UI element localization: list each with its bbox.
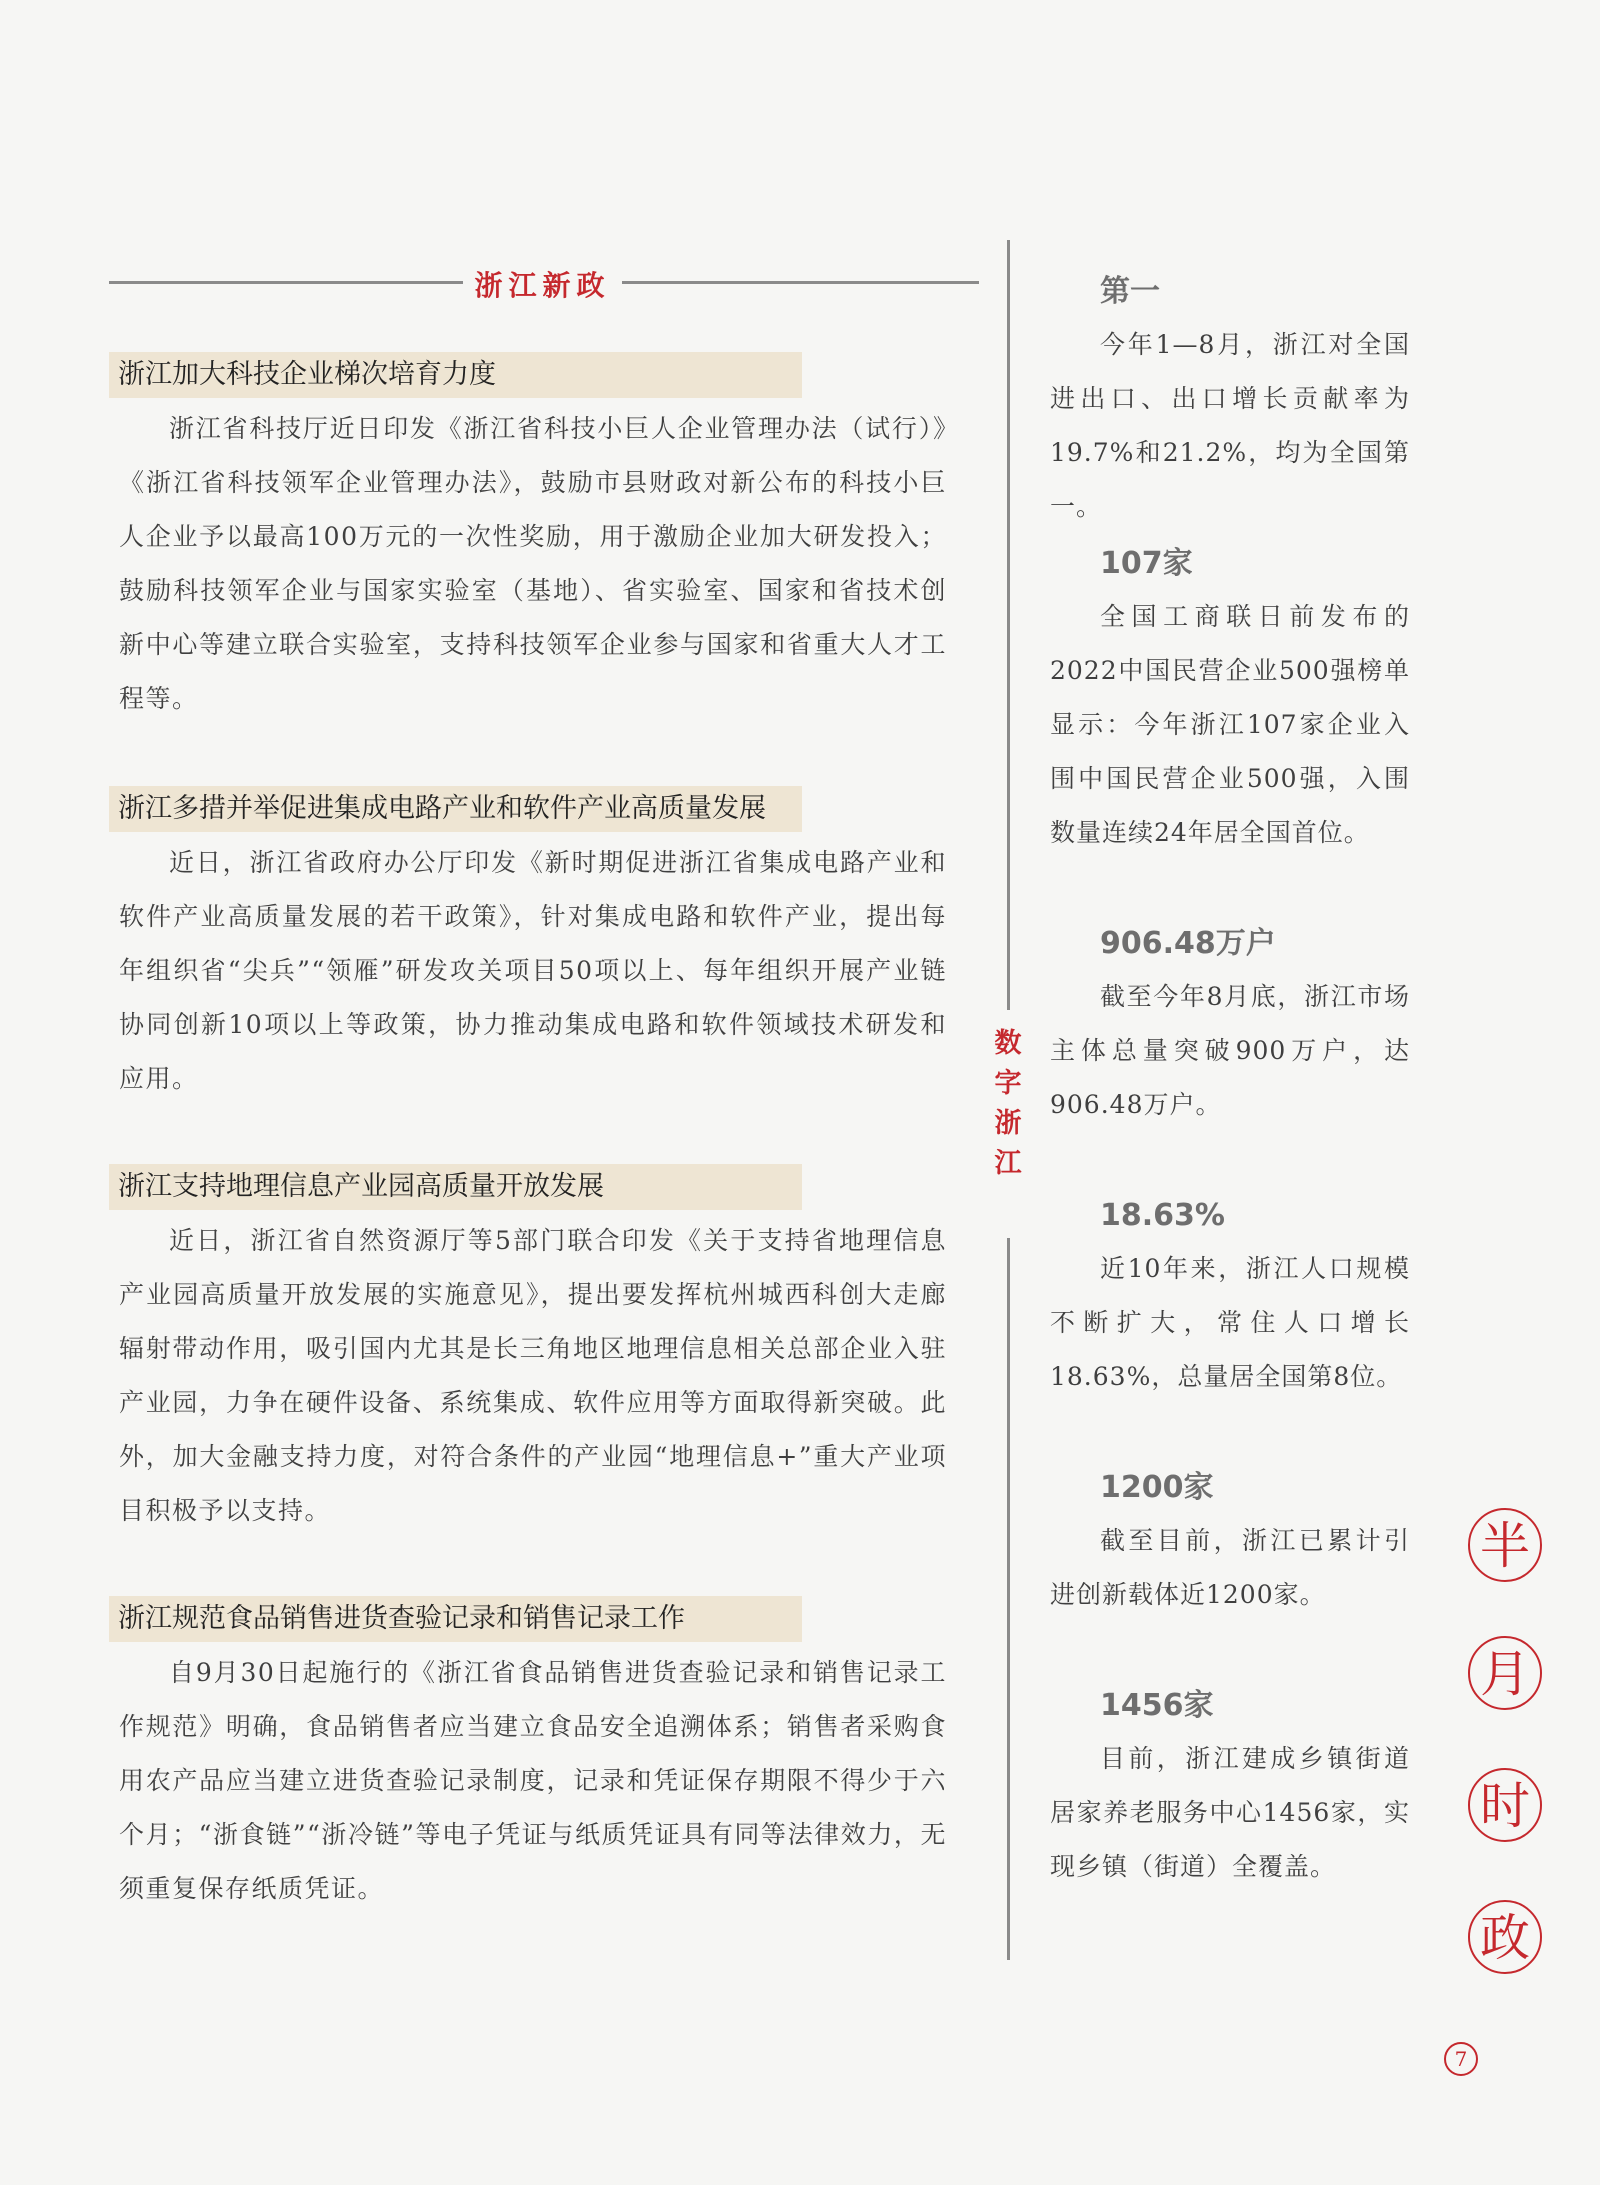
- article: [109, 1164, 947, 1538]
- article-title: 浙江规范食品销售进货查验记录和销售记录工作: [109, 1596, 802, 1642]
- stat-block: [1050, 924, 1410, 1132]
- stat-figure: 906.48万户: [1100, 926, 1276, 961]
- column-divider-bottom: [1007, 1238, 1010, 1960]
- article-body: 自9月30日起施行的《浙江省食品销售进货查验记录和销售记录工作规范》明确，食品销售者应当建立食品安全追溯体系；销售者采购食用农产品应当建立进货查验记录制度，记录和凭证保存期限不得少于六个月；“浙食链”“浙冷链”等电子凭证与纸质凭证具有同等法律效力，无须重复保存纸质凭证。: [119, 1658, 947, 1903]
- article-body: 浙江省科技厅近日印发《浙江省科技小巨人企业管理办法（试行）》《浙江省科技领军企业管理办法》，鼓励市县财政对新公布的科技小巨人企业予以最高100万元的一次性奖励，用于激励企业加大研发投入；鼓励科技领军企业与国家实验室（基地）、省实验室、国家和省技术创新中心等建立联合实验室，支持科技领军企业参与国家和省重大人才工程等。: [119, 414, 947, 713]
- stat-text: 近10年来，浙江人口规模不断扩大，常住人口增长18.63%，总量居全国第8位。: [1050, 1254, 1410, 1391]
- stat-text: 截至目前，浙江已累计引进创新载体近1200家。: [1050, 1526, 1410, 1609]
- sidebar-label: [990, 1024, 1026, 1184]
- stat-text: 截至今年8月底，浙江市场主体总量突破900万户，达906.48万户。: [1050, 982, 1410, 1119]
- sidebar-label-char: 数: [994, 1028, 1022, 1059]
- stat-text: 目前，浙江建成乡镇街道居家养老服务中心1456家，实现乡镇（街道）全覆盖。: [1050, 1744, 1410, 1881]
- article-title: 浙江加大科技企业梯次培育力度: [109, 352, 802, 398]
- section-rule-right: [622, 281, 979, 284]
- stat-block: [1050, 1468, 1410, 1622]
- stat-block: [1050, 1686, 1410, 1894]
- article-title: 浙江支持地理信息产业园高质量开放发展: [109, 1164, 802, 1210]
- stat-text: 今年1—8月，浙江对全国进出口、出口增长贡献率为19.7%和21.2%，均为全国第一。: [1050, 330, 1410, 521]
- stat-text: 全国工商联日前发布的2022中国民营企业500强榜单显示：今年浙江107家企业入围中国民营企业500强，入围数量连续24年居全国首位。: [1050, 602, 1410, 847]
- sidebar-label-char: 字: [994, 1068, 1022, 1099]
- stat-block: [1050, 1196, 1410, 1404]
- column-tag-char: 政: [1468, 1900, 1542, 1974]
- stat-block: [1050, 544, 1410, 860]
- section-title: 浙江新政: [474, 269, 611, 302]
- sidebar-label-char: 江: [994, 1148, 1022, 1179]
- stat-block: [1050, 272, 1410, 534]
- article: [109, 352, 947, 726]
- column-tag-char: 月: [1468, 1636, 1542, 1710]
- stat-figure: 1456家: [1100, 1688, 1214, 1723]
- stat-figure: 107家: [1100, 546, 1193, 581]
- page-number: 7: [1444, 2042, 1478, 2076]
- stat-figure: 18.63%: [1100, 1198, 1225, 1233]
- section-rule-left: [109, 281, 463, 284]
- column-divider-top: [1007, 240, 1010, 1010]
- sidebar-label-char: 浙: [994, 1108, 1022, 1139]
- article: [109, 786, 947, 1106]
- article-body: 近日，浙江省自然资源厅等5部门联合印发《关于支持省地理信息产业园高质量开放发展的实施意见》，提出要发挥杭州城西科创大走廊辐射带动作用，吸引国内尤其是长三角地区地理信息相关总部企业入驻产业园，力争在硬件设备、系统集成、软件应用等方面取得新突破。此外，加大金融支持力度，对符合条件的产业园“地理信息+”重大产业项目积极予以支持。: [119, 1226, 947, 1525]
- column-tag-char: 时: [1468, 1768, 1542, 1842]
- column-tag-char: 半: [1468, 1508, 1542, 1582]
- stat-figure: 1200家: [1100, 1470, 1214, 1505]
- article: [109, 1596, 947, 1916]
- article-title: 浙江多措并举促进集成电路产业和软件产业高质量发展: [109, 786, 802, 832]
- stat-figure: 第一: [1100, 274, 1160, 309]
- article-body: 近日，浙江省政府办公厅印发《新时期促进浙江省集成电路产业和软件产业高质量发展的若干政策》，针对集成电路和软件产业，提出每年组织省“尖兵”“领雁”研发攻关项目50项以上、每年组织开展产业链协同创新10项以上等政策，协力推动集成电路和软件领域技术研发和应用。: [119, 848, 947, 1093]
